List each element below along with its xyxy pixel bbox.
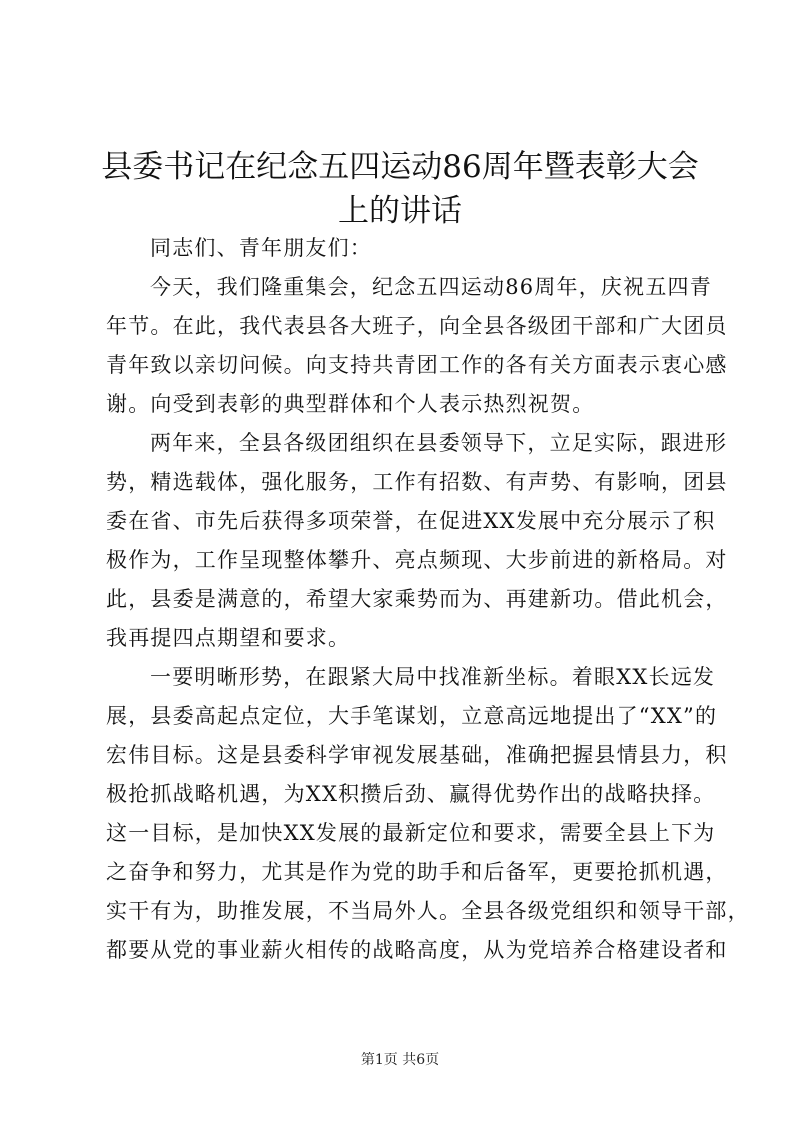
body-line: 今天，我们隆重集会，纪念五四运动86周年，庆祝五四青 <box>150 275 712 299</box>
body-line: 势，精选载体，强化服务，工作有招数、有声势、有影响，团县 <box>106 470 728 494</box>
body-line: 委在省、市先后获得多项荣誉，在促进XX发展中充分展示了积 <box>106 509 716 533</box>
body-line: 极抢抓战略机遇，为XX积攒后劲、赢得优势作出的战略抉择。 <box>106 782 716 806</box>
body-line: 两年来，全县各级团组织在县委领导下，立足实际，跟进形 <box>150 431 728 455</box>
body-line: 年节。在此，我代表县各大班子，向全县各级团干部和广大团员 <box>106 314 728 338</box>
body-line: 一要明晰形势，在跟紧大局中找准新坐标。着眼XX长远发 <box>150 665 716 689</box>
body-line: 同志们、青年朋友们： <box>150 236 372 260</box>
body-line: 宏伟目标。这是县委科学审视发展基础，准确把握县情县力，积 <box>106 743 728 767</box>
page-footer: 第1页 共6页 <box>360 1052 440 1068</box>
body-line: 我再提四点期望和要求。 <box>106 626 351 650</box>
body-line: 之奋争和努力，尤其是作为党的助手和后备军，更要抢抓机遇， <box>106 860 728 884</box>
body-line: 都要从党的事业薪火相传的战略高度，从为党培养合格建设者和 <box>106 938 728 962</box>
document-title-line-1: 县委书记在纪念五四运动86周年暨表彰大会 <box>101 149 699 185</box>
body-line: 这一目标，是加快XX发展的最新定位和要求，需要全县上下为 <box>106 821 716 845</box>
body-line: 实干有为，助推发展，不当局外人。全县各级党组织和领导干部， <box>106 899 750 923</box>
document-title-line-2: 上的讲话 <box>338 193 462 229</box>
body-line: 谢。向受到表彰的典型群体和个人表示热烈祝贺。 <box>106 392 595 416</box>
body-line: 青年致以亲切问候。向支持共青团工作的各有关方面表示衷心感 <box>106 353 728 377</box>
body-line: 极作为，工作呈现整体攀升、亮点频现、大步前进的新格局。对 <box>106 548 728 572</box>
body-line: 此，县委是满意的，希望大家乘势而为、再建新功。借此机会， <box>106 587 728 611</box>
body-line: 展，县委高起点定位，大手笔谋划，立意高远地提出了“XX”的 <box>106 704 718 728</box>
